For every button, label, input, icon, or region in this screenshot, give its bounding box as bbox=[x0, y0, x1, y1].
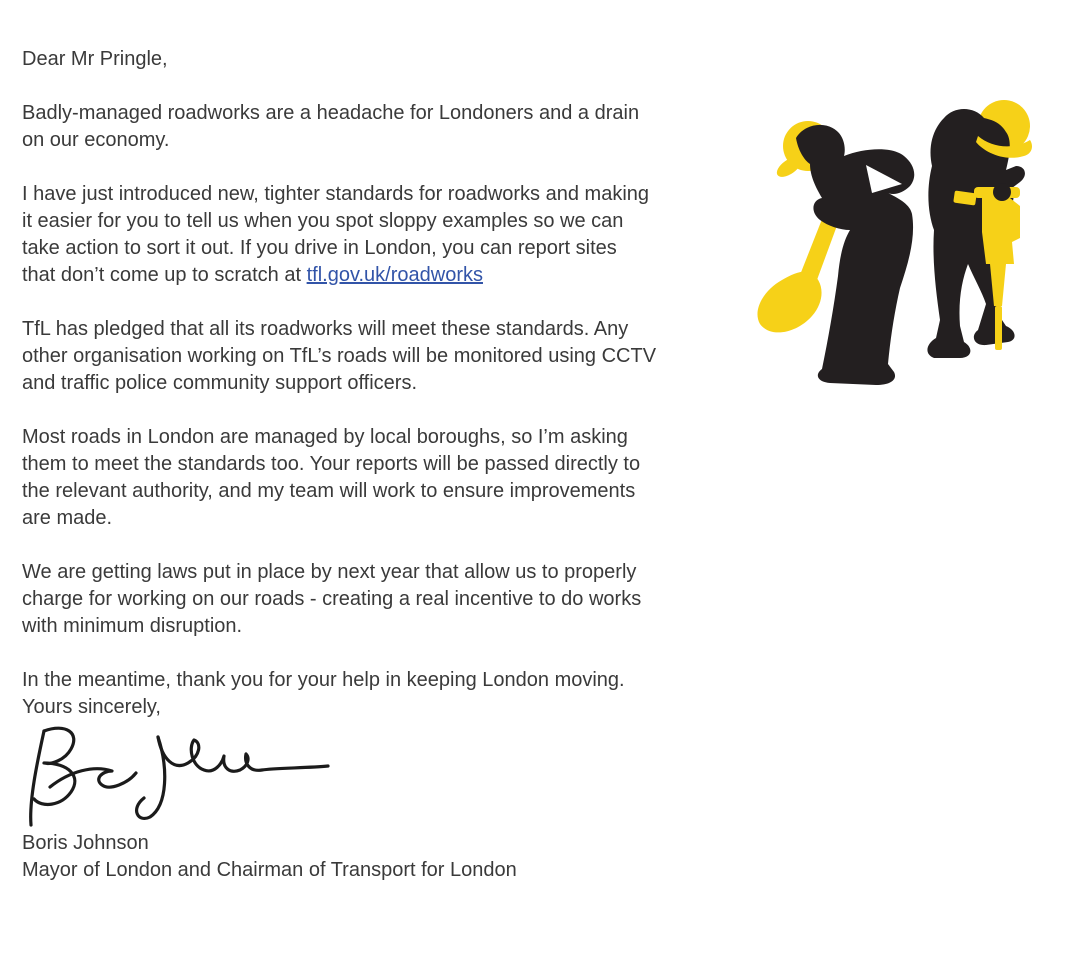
roadworks-illustration bbox=[752, 92, 1064, 392]
letter-line: In the meantime, thank you for your help in keeping London moving. bbox=[22, 669, 625, 691]
letter-line: We are getting laws put in place by next year that allow us to properly bbox=[22, 561, 637, 583]
letter-line: charge for working on our roads - creating a real incentive to do works bbox=[22, 588, 642, 610]
signature-name: Boris Johnson bbox=[22, 832, 149, 854]
letter-paragraph bbox=[22, 100, 758, 154]
letter-paragraphs bbox=[22, 100, 758, 694]
letter-paragraph bbox=[22, 559, 758, 640]
letter-line: and traffic police community support officers. bbox=[22, 372, 417, 394]
roadworks-report-link[interactable]: tfl.gov.uk/roadworks bbox=[306, 264, 483, 286]
letter-paragraph bbox=[22, 424, 758, 532]
letter-line: I have just introduced new, tighter standards for roadworks and making bbox=[22, 183, 650, 205]
link-prefix-text: that don’t come up to scratch at bbox=[22, 264, 307, 286]
letter-line: TfL has pledged that all its roadworks will meet these standards. Any bbox=[22, 318, 629, 340]
letter-line: are made. bbox=[22, 507, 113, 529]
letter-line: Most roads in London are managed by local boroughs, so I’m asking bbox=[22, 426, 628, 448]
letter-body bbox=[22, 46, 758, 884]
letter-line: take action to sort it out. If you drive in London, you can report sites bbox=[22, 237, 617, 259]
signature-image bbox=[22, 721, 758, 830]
letter-paragraph bbox=[22, 316, 758, 397]
letter-line-with-link bbox=[22, 262, 758, 289]
closing: Yours sincerely, bbox=[22, 696, 161, 718]
letter-line: Badly-managed roadworks are a headache for Londoners and a drain bbox=[22, 102, 640, 124]
worker-jackhammer-icon bbox=[927, 100, 1032, 358]
letter-line: on our economy. bbox=[22, 129, 170, 151]
worker-shovel-icon bbox=[757, 121, 914, 385]
letter-line: the relevant authority, and my team will work to ensure improvements bbox=[22, 480, 636, 502]
letter-paragraph bbox=[22, 181, 758, 289]
salutation: Dear Mr Pringle, bbox=[22, 48, 168, 70]
signature-title: Mayor of London and Chairman of Transport for London bbox=[22, 859, 517, 881]
letter-line: with minimum disruption. bbox=[22, 615, 243, 637]
letter-line: other organisation working on TfL’s roads will be monitored using CCTV bbox=[22, 345, 657, 367]
letter-line: them to meet the standards too. Your reports will be passed directly to bbox=[22, 453, 641, 475]
letter-paragraph bbox=[22, 667, 758, 694]
handwritten-signature-icon bbox=[14, 721, 344, 833]
letter-line: it easier for you to tell us when you spot sloppy examples so we can bbox=[22, 210, 624, 232]
